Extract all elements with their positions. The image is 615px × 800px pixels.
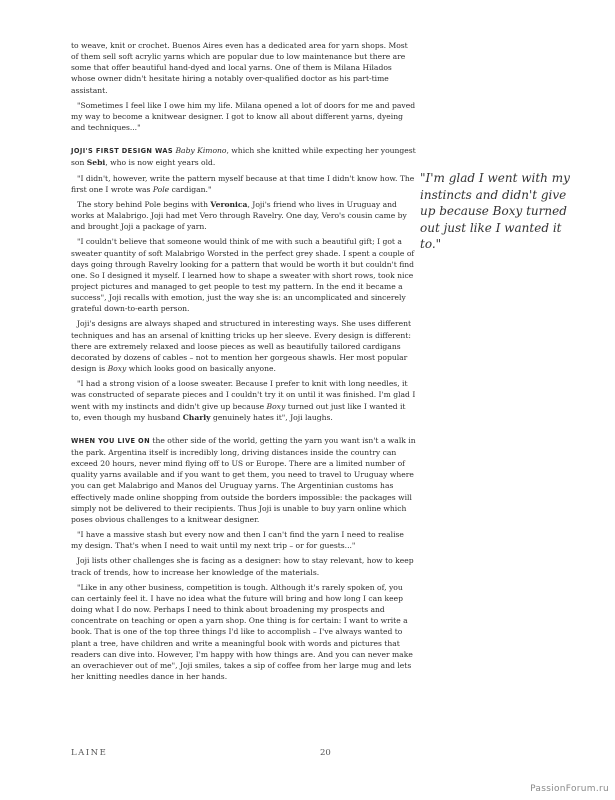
text-run: the other side of the world, getting the yarn you want isn't a walk in the park. Argentina itself is incredibly long, driving distances inside the country can exceed 20 hours, never mind flying off to US or Europe. There are a limited number of quality yarns available and if you want to get them, you need to travel to Uruguay where you can get Malabrigo and Manos del Uruguay yarns. The Argentinian customs has effectively made online shopping from outside the borders impossible: the packages will simply not be delivered to their recipients. Thus Joji is unable to buy yarn online which poses obvious challenges to a knitwear designer. [71, 435, 416, 524]
paragraph: "I couldn't believe that someone would think of me with such a beautiful gift; I got a sweater quantity of soft Malabrigo Worsted in the perfect grey shade. I spent a couple of days going through Ravelry looking for a pattern that would be worth it but couldn't find one. So I designed it myself. I learned how to shape a sweater with short rows, took nice project pictures and managed to get people to test my pattern. In the end it became a success", Joji recalls with emotion, just the way she is: an uncomplicated and sincerely grateful down-to-earth person. [71, 237, 415, 314]
page-number: 20 [320, 748, 331, 758]
text-run: The story behind Pole begins with [77, 199, 208, 209]
person-name: Sebi [86, 158, 106, 168]
paragraph: "I have a massive stash but every now and then I can't find the yarn I need to realise my design. That's when I need to wait until my next trip – or for guests..." [71, 530, 404, 551]
paragraph [71, 173, 417, 195]
section-paragraph [71, 435, 417, 525]
paragraph: "Sometimes I feel like I owe him my life. Milana opened a lot of doors for me and paved my way to become a knitwear designer. I got to know all about different yarns, dyeing and techniques..." [71, 100, 416, 133]
magazine-name: LAINE [71, 748, 108, 758]
text-run: turned out just like I wanted it to, even though my husband [71, 401, 406, 422]
text-run: cardigan." [171, 184, 212, 194]
text-run: which looks good on basically anyone. [128, 364, 276, 374]
paragraph: Joji lists other challenges she is facing as a designer: how to stay relevant, how to keep track of trends, how to increase her knowledge of the materials. [71, 556, 414, 577]
paragraph [71, 199, 417, 232]
design-name: Boxy [107, 364, 127, 374]
section-lead-in: JOJI'S FIRST DESIGN WAS [71, 147, 174, 156]
design-name: Boxy [266, 401, 286, 411]
watermark: PassionForum.ru [530, 784, 609, 794]
design-name: Pole [152, 184, 170, 194]
text-run: , Joji's friend who lives in Uruguay and works at Malabrigo. Joji had met Vero through Ravelry. One day, Vero's cousin came by and brought Joji a package of yarn. [71, 199, 407, 232]
person-name: Veronica [210, 199, 248, 209]
pull-quote: "I'm glad I went with my instincts and didn't give up because Boxy turned out just like I wanted it to." [420, 171, 570, 252]
text-run: genuinely hates it", Joji laughs. [212, 412, 333, 422]
paragraph [71, 318, 417, 374]
paragraph: "Like in any other business, competition is tough. Although it's rarely spoken of, you can certainly feel it. I have no idea what the future will bring and how long I can keep doing what I do now. Perhaps I need to think about broadening my prospects and concentrate on teaching or open a yarn shop. One thing is for certain: I want to write a book. That is one of the top three things I'd like to accomplish – I've always wanted to plant a tree, have children and write a meaningful book with words and pictures that readers can dive into. However, I'm happy with how things are. And you can never make an overachiever out of me", Joji smiles, takes a sip of coffee from her large mug and lets her knitting needles dance in her hands. [71, 582, 413, 681]
text-run: , who is now eight years old. [105, 158, 216, 168]
text-run: "I didn't, however, write the pattern myself because at that time I didn't know how. The first one I wrote was [71, 173, 415, 194]
person-name: Charly [182, 412, 211, 422]
section-lead-in: WHEN YOU LIVE ON [71, 436, 150, 445]
text-run: Joji's designs are always shaped and structured in interesting ways. She uses different techniques and has an arsenal of knitting tricks up her sleeve. Every design is different: there are extremely relaxed and loose pieces as well as beautifully tailored cardigans decorated by dozens of cables – not to mention her gorgeous shawls. Her most popular design is [71, 319, 412, 374]
text-run: "I had a strong vision of a loose sweater. Because I prefer to knit with long needles, it was constructed of separate pieces and I couldn't try it on until it was finished. I'm glad I went with my instincts and didn't give up because [71, 379, 416, 411]
article-body [71, 40, 417, 686]
design-name: Baby Kimono [175, 146, 227, 156]
section-paragraph [71, 145, 417, 168]
text-run: , which she knitted while expecting her youngest son [71, 146, 416, 168]
paragraph: to weave, knit or crochet. Buenos Aires even has a dedicated area for yarn shops. Most of them sell soft acrylic yarns which are popular due to low maintenance but there are some that offer beautiful hand-dyed and local yarns. One of them is Milana Hilados whose owner didn't hesitate hiring a notably over-qualified doctor as his part-time assistant. [71, 41, 408, 95]
paragraph [71, 378, 417, 423]
